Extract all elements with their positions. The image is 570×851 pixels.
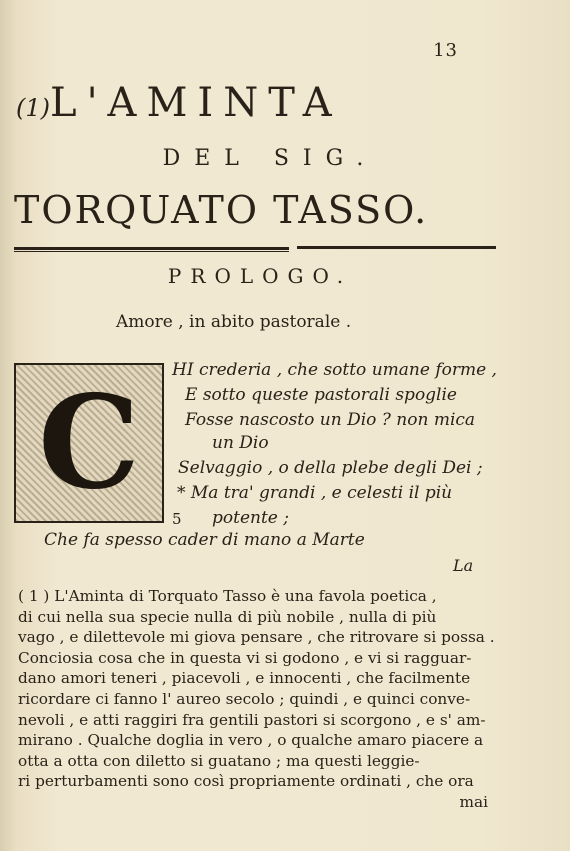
footnote-line: nevoli , e atti raggiri fra gentili pastori si scorgono , e s' am- (18, 710, 486, 729)
footnote-line: ( 1 ) L'Aminta di Torquato Tasso è una favola poetica , (18, 587, 437, 605)
verse-number: 5 (172, 510, 182, 528)
verse-line: E sotto queste pastorali spoglie (185, 385, 457, 405)
footnote (18, 586, 512, 813)
verse-line: Che fa spesso cader di mano a Marte (44, 530, 365, 550)
divider-rule-right (297, 246, 496, 249)
decorated-initial (14, 363, 164, 523)
footnote-line: otta a otta con diletto si guatano ; ma questi leggie- (18, 751, 420, 770)
footnote-line: ricordare ci fanno l' aureo secolo ; quindi , e quinci conve- (18, 689, 471, 708)
footnote-line: mirano . Qualche doglia in vero , o qualche amaro piacere a (18, 731, 484, 750)
footnote-line: ri perturbamenti sono così propriamente ordinati , che ora (18, 772, 474, 791)
page-number: 13 (433, 40, 458, 61)
stage-direction: Amore , in abito pastorale . (116, 312, 352, 332)
section-heading: PROLOGO. (167, 264, 353, 288)
verse-line: Fosse nascosto un Dio ? non mica (185, 410, 476, 430)
divider-rule-left (14, 247, 289, 250)
verse-line: Selvaggio , o della plebe degli Dei ; (178, 458, 483, 478)
footnote-line: vago , e dilettevole mi giova pensare , che ritrovare si possa . (18, 628, 495, 647)
footnote-catchword: mai (459, 792, 488, 811)
footnote-line: di cui nella sua specie nulla di più nobile , nulla di più (18, 607, 437, 626)
verse-line: * Ma tra' grandi , e celesti il più (177, 483, 453, 503)
verse-line: potente ; (212, 508, 289, 528)
title-text: L'AMINTA (50, 80, 342, 126)
catchword: La (453, 556, 474, 575)
subtitle: DEL SIG. (162, 146, 378, 171)
footnote-line: dano amori teneri , piacevoli , e innocenti , che facilmente (18, 669, 471, 688)
author-name: TORQUATO TASSO. (14, 188, 429, 232)
page-title (16, 80, 516, 126)
initial-letter: C (38, 368, 140, 518)
footnote-line: Conciosia cosa che in questa vi si godono , e vi si ragguar- (18, 648, 472, 667)
footnote-reference: (1) (16, 94, 50, 122)
divider-rule-left-thin (14, 251, 289, 252)
verse-line: HI crederia , che sotto umane forme , (172, 360, 497, 380)
verse-line: un Dio (212, 433, 269, 453)
